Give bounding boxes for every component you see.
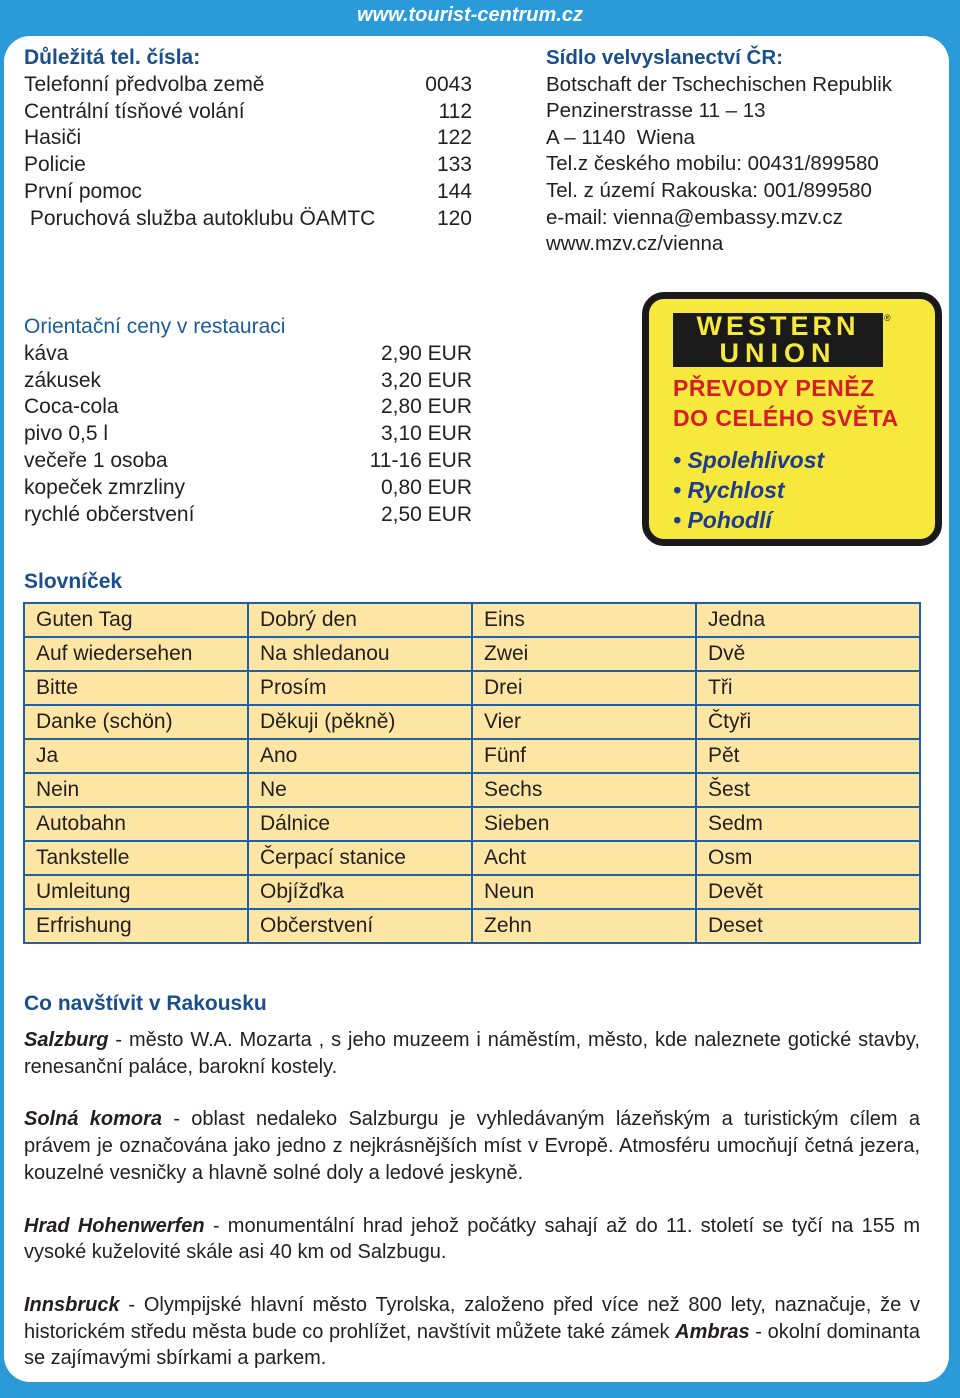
embassy-line: A – 1140 Wiena: [546, 125, 695, 149]
visit-item: Hrad Hohenwerfen - monumentální hrad jehož počátky sahají až do 11. století se tyčí na 155 m vysoké kuželovité skále asi 40 km od Salzbugu.: [24, 1214, 920, 1264]
phone-numbers-title: Důležitá tel. čísla:: [24, 46, 201, 69]
place-name: Innsbruck: [24, 1293, 120, 1316]
visit-item: Solná komora - oblast nedaleko Salzburgu je vyhledávaným lázeňským a turistickým cílem a právem je označována jako jedno z nejkrásnějších míst v Evropě. Atmosféru umocňují četná jezera, kouzelné vesničky a hlavně solné doly a ledové jeskyně.: [24, 1108, 920, 1184]
western-union-benefits: [673, 445, 824, 535]
western-union-ad: [642, 292, 942, 546]
place-name: Ambras: [675, 1320, 750, 1343]
price-row: zákusek 3,20 EUR: [24, 368, 472, 392]
table-row: Umleitung Objížďka Neun Devět: [24, 875, 920, 909]
visit-item: Salzburg - město W.A. Mozarta , s jeho muzeem i náměstím, město, kde naleznete gotické stavby, renesanční paláce, barokní kostely.: [24, 1029, 920, 1078]
western-union-slogan: PŘEVODY PENĚZ DO CELÉHO SVĚTA: [673, 375, 899, 431]
price-row: Coca-cola 2,80 EUR: [24, 395, 472, 419]
restaurant-prices-section: [24, 314, 472, 528]
place-name: Solná komora: [24, 1108, 163, 1131]
price-row: rychlé občerstvení 2,50 EUR: [24, 502, 472, 526]
phone-numbers-section: [24, 45, 472, 233]
table-row: Guten Tag Dobrý den Eins Jedna: [24, 603, 920, 637]
embassy-title: Sídlo velvyslanectví ČR:: [546, 46, 783, 69]
vocabulary-table: [23, 602, 921, 944]
phone-row: Policie 133: [24, 153, 472, 177]
benefit-item: • Pohodlí: [673, 507, 772, 533]
embassy-section: [546, 45, 936, 258]
table-row: Nein Ne Sechs Šest: [24, 773, 920, 807]
table-row: Autobahn Dálnice Sieben Sedm: [24, 807, 920, 841]
embassy-email[interactable]: e-mail: vienna@embassy.mzv.cz: [546, 205, 843, 229]
phone-row: Hasiči 122: [24, 126, 472, 150]
phone-row: Centrální tísňové volání 112: [24, 99, 472, 123]
embassy-line: Botschaft der Tschechischen Republik: [546, 72, 893, 96]
table-row: Danke (schön) Děkuji (pěkně) Vier Čtyři: [24, 705, 920, 739]
phone-row: První pomoc 144: [24, 179, 472, 203]
table-row: Bitte Prosím Drei Tři: [24, 671, 920, 705]
vocabulary-title: Slovníček: [24, 570, 123, 593]
price-row: pivo 0,5 l 3,10 EUR: [24, 422, 472, 446]
benefit-item: • Spolehlivost: [673, 447, 825, 473]
price-row: kopeček zmrzliny 0,80 EUR: [24, 475, 472, 499]
embassy-line: Tel.z českého mobilu: 00431/899580: [546, 152, 879, 176]
restaurant-prices-title: Orientační ceny v restauraci: [24, 315, 286, 338]
table-row: Tankstelle Čerpací stanice Acht Osm: [24, 841, 920, 875]
visit-title: Co navštívit v Rakousku: [24, 992, 267, 1015]
place-name: Hrad Hohenwerfen: [24, 1214, 205, 1237]
phone-row: Poruchová služba autoklubu ÖAMTC 120: [24, 206, 472, 230]
price-row: káva 2,90 EUR: [24, 341, 472, 365]
embassy-line: Tel. z území Rakouska: 001/899580: [546, 178, 872, 202]
table-row: Erfrishung Občerstvení Zehn Deset: [24, 909, 920, 943]
visit-item: Innsbruck - Olympijské hlavní město Tyrolska, založeno před více než 800 lety, naznačuje, že v historickém středu města bude co prohlížet, navštívit můžete také zámek Ambras - okolní dominanta se zajímavými sbírkami a parkem.: [24, 1293, 920, 1370]
phone-row: Telefonní předvolba země 0043: [24, 72, 472, 96]
price-row: večeře 1 osoba 11-16 EUR: [24, 448, 472, 472]
benefit-item: • Rychlost: [673, 477, 785, 503]
table-row: Ja Ano Fünf Pět: [24, 739, 920, 773]
registered-mark: ®: [884, 313, 891, 323]
place-name: Salzburg: [24, 1029, 109, 1051]
western-union-logo: WESTERN UNION: [673, 313, 883, 367]
site-url[interactable]: www.tourist-centrum.cz: [357, 4, 583, 26]
embassy-website[interactable]: www.mzv.cz/vienna: [546, 232, 724, 256]
visit-section: [24, 1027, 920, 1398]
table-row: Auf wiedersehen Na shledanou Zwei Dvě: [24, 637, 920, 671]
embassy-line: Penzinerstrasse 11 – 13: [546, 99, 766, 123]
